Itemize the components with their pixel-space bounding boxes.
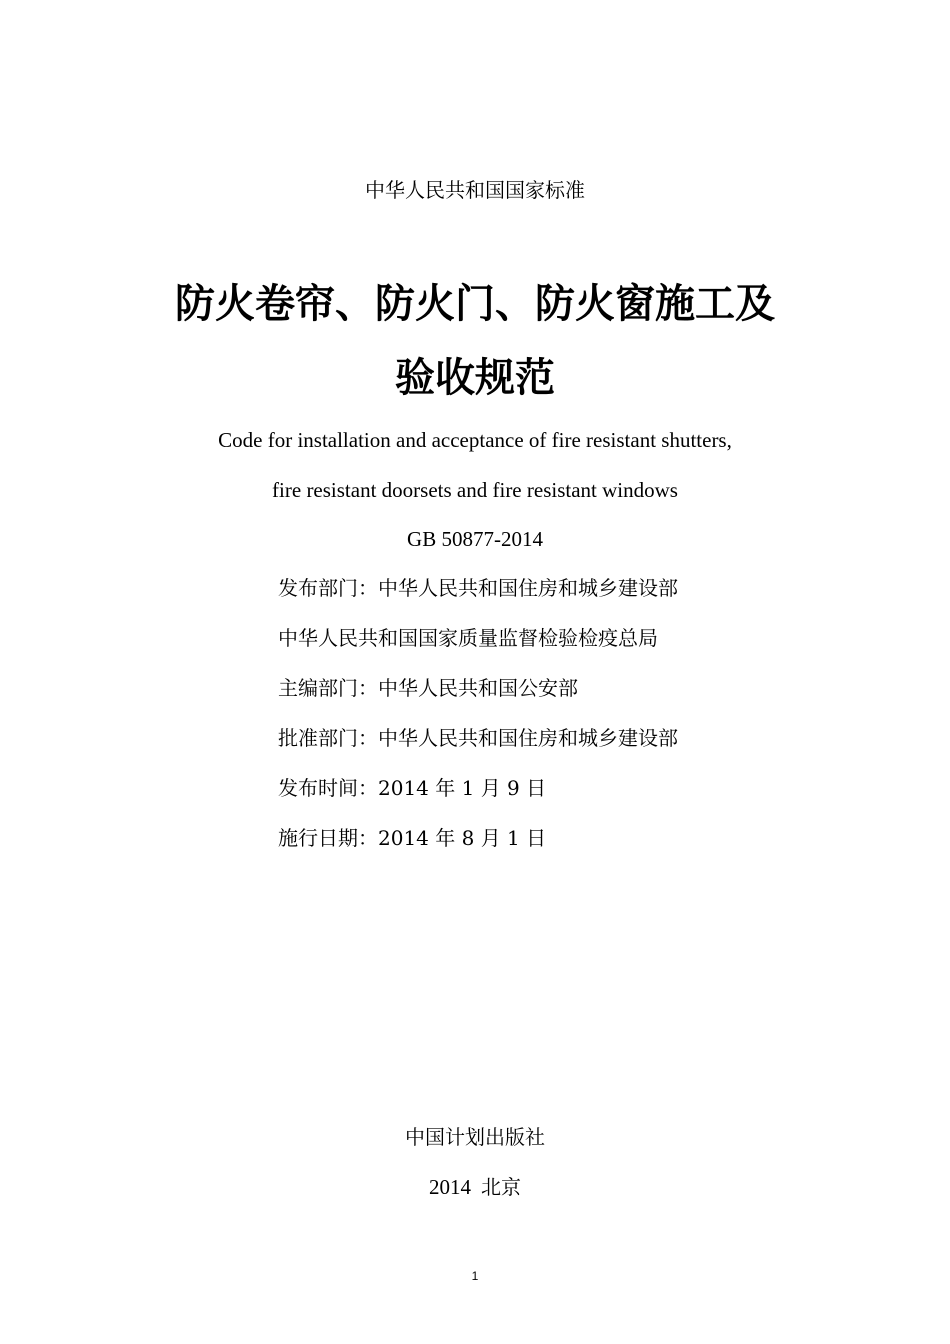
approving-department: 批准部门：中华人民共和国住房和城乡建设部 xyxy=(278,726,678,750)
publisher-name: 中国计划出版社 xyxy=(405,1125,545,1149)
effective-date: 施行日期：2014 年 8 月 1 日 xyxy=(278,826,547,850)
issuing-department: 发布部门：中华人民共和国住房和城乡建设部 xyxy=(278,576,678,600)
issuing-department-2: 中华人民共和国国家质量监督检验检疫总局 xyxy=(278,626,658,650)
document-title-line-1: 防火卷帘、防火门、防火窗施工及 xyxy=(175,281,775,327)
document-title-line-2: 验收规范 xyxy=(395,355,555,401)
english-title-line-1: Code for installation and acceptance of fire resistant shutters, xyxy=(218,428,732,452)
standard-code: GB 50877-2014 xyxy=(407,527,543,551)
release-date: 发布时间：2014 年 1 月 9 日 xyxy=(278,776,547,800)
standard-type-heading: 中华人民共和国国家标准 xyxy=(365,178,585,202)
english-title-line-2: fire resistant doorsets and fire resistant windows xyxy=(272,478,678,502)
publication-year: 2014 xyxy=(429,1175,471,1199)
page-number: 1 xyxy=(471,1269,479,1283)
publication-year-city xyxy=(0,1173,950,1201)
publication-city: 北京 xyxy=(481,1175,521,1199)
chief-editor-department: 主编部门：中华人民共和国公安部 xyxy=(278,676,578,700)
